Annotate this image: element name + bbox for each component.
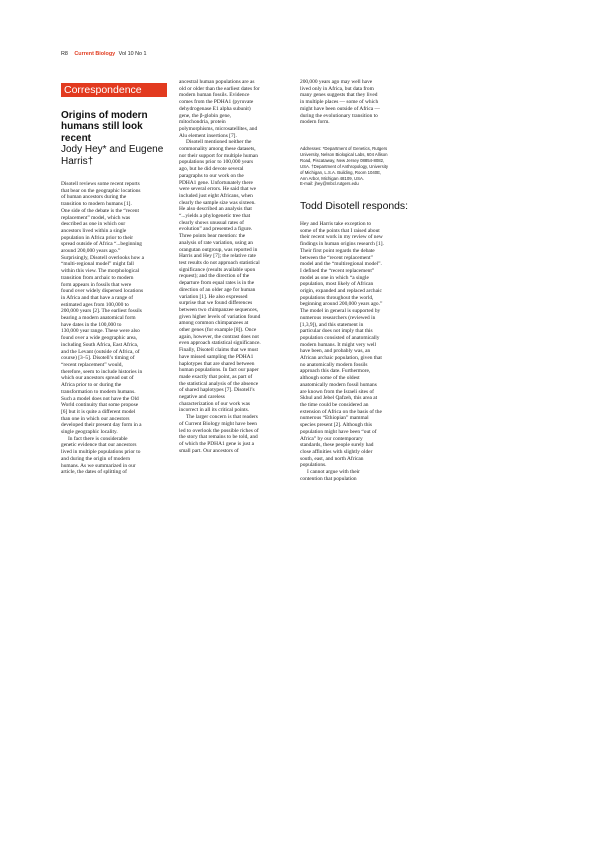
paragraph: 200,000 years ago may well have lived only in Africa, but data from many genes suggests that they lived in multiple places — some of which might have been outside of Africa — during the evolutionary transition to modern form. — [300, 79, 380, 126]
section-label: Correspondence — [61, 83, 167, 97]
paragraph: The larger concern is that readers of Current Biology might have been led to overlook the possible riches of the story that remains to be told, and of which the PDHA1 gene is just a small part. Our ancestors of — [179, 414, 259, 454]
paragraph: Disotell reviews some recent reports that bear on the geographic locations of human ancestors during the transition to modern humans [1]. One side of the debate is the “recent replacement” model, which was described as one in which our ancestors lived within a single population in Africa prior to their spread outside of Africa “...beginning around 200,000 years ago.” Surprisingly, Disotell overlooks how a “multi-regional model” might fall within this view. The morphological transition from archaic to modern form appears in fossils that were found over widely dispersed locations in Africa and that have a range of estimated ages from 100,000 to 200,000 years [2]. The earliest fossils bearing a modern anatomical form have dates in the 100,000 to 130,000 year range. These were also found over a wide geographic area, including South Africa, East Africa, and the Levant (outside of Africa, of course) [3–5]. Disotell’s timing of “recent replacement” would, therefore, seem to include histories in which our ancestors spread out of Africa prior to or during the transformation to modern humans. Such a model does not have the Old World continuity that some propose [6] but it is quite a different model than one in which our ancestors developed their present day form in a single geographic locality. — [61, 181, 145, 436]
reply-heading: Todd Disotell responds: — [300, 201, 409, 212]
paragraph: I cannot argue with their contention that population — [300, 469, 360, 482]
paragraph: Hey and Harris take exception to some of the points that I raised about their recent work in my review of new findings in human origins research [1]. Their first point regards the debate between the “recent replacement” model and the “multiregional model”. I defined the “recent replacement” model as one in which “a single population, most likely of African origin, expanded and replaced archaic populations throughout the world, beginning around 200,000 years ago.” The model in general is supported by numerous researchers (reviewed in [1,3,9]), and this statement in particular does not imply that this population consisted of anatomically modern humans. It might very well have been, and probably was, an African archaic population, given that no anatomically modern fossils approach this date. Furthermore, although some of the oldest anatomically modern fossil humans are known from the Israeli sites of Skhul and Jebel Qafzeh, this area at the time could be considered an extension of Africa on the basis of the numerous “Ethiopian” mammal species present [2]. Although this population might have been “out of Africa” by our contemporary standards, these people surely had close affinities with slightly older south, east, and north African populations. — [300, 221, 384, 469]
journal-name: Current Biology — [74, 51, 116, 57]
page-number: R8 — [61, 51, 68, 57]
paragraph: Disotell mentioned neither the commonality among these datasets, nor their support for multiple human populations prior to 100,000 years ago, but he did devote several paragraphs to our work on the PDHA1 gene. Unfortunately there were several errors. He said that we included just eight Africans, when clearly the sample size was sixteen. He also described an analysis that “...yields a phylogenetic tree that clearly shows unusual rates of evolution” and presented a figure. Three points bear mention: the analysis of rate variation, using an orangutan outgroup, was reported in Harris and Hey [7]; the relative rate test results do not approach statistical significance (results available upon request); and the direction of the departure from equal rates is in the direction of an older age for human variation [1]. He also expressed surprise that we found differences between two chimpanzee sequences, given higher levels of variation found among common chimpanzees at other genes (for example [8]). Once again, however, the contrast does not even approach statistical significance. Finally, Disotell claims that we must have missed sampling the PDHA1 haplotypes that are shared between human populations. In fact our paper made exactly that point, as part of the statistical analysis of the absence of shared haplotypes [7]. Disotell’s negative and careless characterization of our work was incorrect in all its critical points. — [179, 139, 261, 414]
reply-body — [300, 221, 414, 482]
body-column-3 — [300, 79, 414, 126]
paragraph: ancestral human populations are as old or older than the earliest dates for modern human fossils. Evidence comes from the PDHA1 (pyruvate dehydrogenase E1 alpha subunit) gene, the β-globin gene, mitochondria, protein polymorphisms, microsatellites, and Alu element insertions [7]. — [179, 79, 260, 139]
article-authors: Jody Hey* and Eugene Harris† — [61, 144, 164, 167]
author-addresses: Addresses: *Department of Genetics, Rutgers University, Nelson Biological Labs, 604 Allison Road, Piscataway, New Jersey 08854-8082, USA. †Department of Anthropology, University of Michigan, L.S.A. Building, Room 1040E, Ann Arbor, Michigan 48109, USA. E-mail: jhey@mbcl.rutgers.edu — [300, 146, 389, 187]
volume-issue: Vol 10 No 1 — [118, 51, 147, 57]
paragraph: In fact there is considerable genetic evidence that our ancestors lived in multiple populations prior to and during the origin of modern humans. As we summarized in our article, the dates of splitting of — [61, 435, 141, 476]
running-header — [61, 51, 147, 57]
article-title: Origins of modern humans still look recent — [61, 110, 148, 144]
body-column-1 — [61, 181, 172, 476]
body-column-2 — [179, 79, 289, 454]
